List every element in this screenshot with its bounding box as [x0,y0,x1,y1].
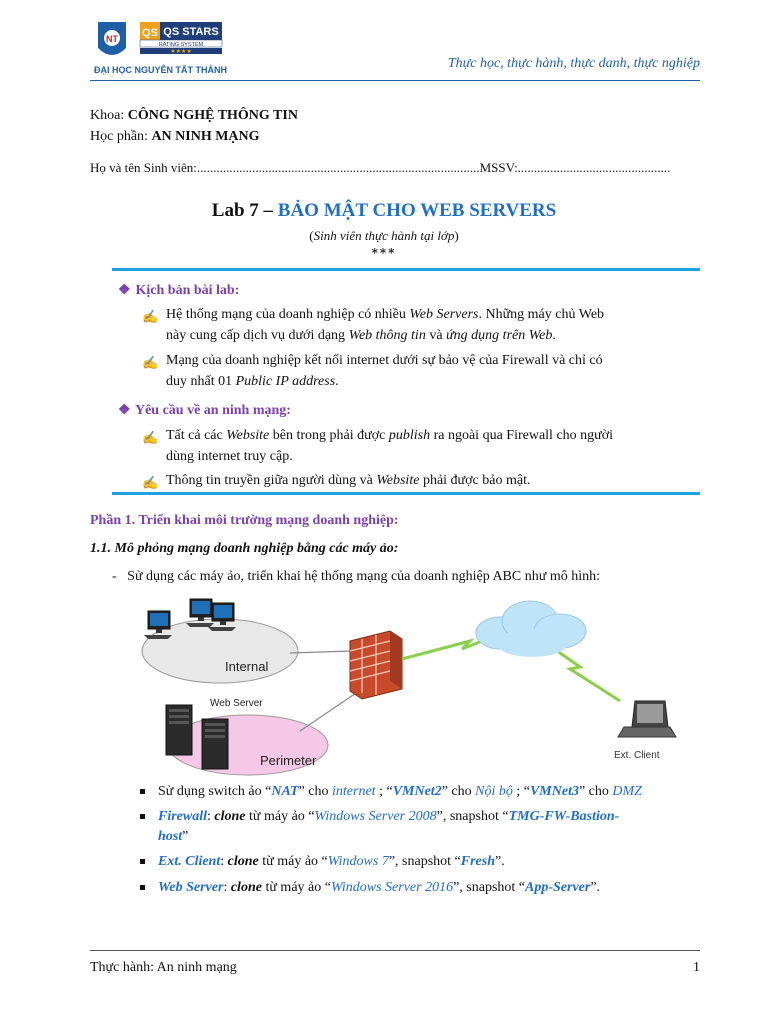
firewall-icon [350,631,402,699]
svg-text:★★★★: ★★★★ [170,48,192,55]
text: từ máy ảo “ [261,880,331,895]
text-highlight: VMNet3 [529,784,579,799]
text: ” cho [578,784,613,799]
text: ”. [495,854,505,869]
text: . [335,374,339,389]
text-highlight: App-Server [525,880,591,895]
text: bên trong phải được [269,428,389,443]
security-bullet-1 [142,425,702,467]
text: . [552,328,556,343]
text-italic: Web thông tin [348,328,426,343]
security-heading-text: Yêu cầu về an ninh mạng: [134,403,291,418]
text: này cung cấp dịch vụ dưới dạng [166,328,349,343]
text-highlight: Windows 7 [327,854,389,869]
header-divider [90,80,700,81]
text-bold: clone [214,809,246,824]
writing-hand-icon: ✍ [142,309,159,324]
course-value: AN NINH MẠNG [151,129,260,144]
box-bottom-rule [112,492,700,495]
square-bullet-icon [140,885,145,890]
diamond-bullet-icon: ❖ [118,283,131,298]
course-label: Học phần: [90,129,152,144]
text: Thông tin truyền giữa người dùng và [166,473,377,488]
intro-text: Sử dụng các máy ảo, triển khai hệ thống mạng của doanh nghiệp ABC như mô hình: [127,569,600,584]
text: ”, snapshot “ [436,809,509,824]
square-bullet-icon [140,789,145,794]
logo-badge-text: QS STARS [163,26,219,38]
text-highlight: DMZ [612,784,642,799]
footer-course: Thực hành: An ninh mạng [90,960,237,975]
text: Tất cả các [166,428,227,443]
faculty-value: CÔNG NGHỆ THÔNG TIN [127,108,298,123]
text-italic: Website [226,428,270,443]
text-highlight: VMNet2 [392,784,442,799]
university-name: ĐẠI HỌC NGUYỄN TẤT THÀNH [94,65,227,75]
dash-bullet: - [112,569,117,584]
intro-line [112,569,600,585]
text-highlight: Nội bộ [475,784,513,799]
text: Hệ thống mạng của doanh nghiệp có nhiều [166,307,410,322]
client-label: Ext. Client [614,750,660,761]
text-highlight: internet [332,784,376,799]
text-highlight: Windows Server 2016 [330,880,454,895]
config-row-switch [140,782,700,802]
scenario-bullet-1 [142,304,702,346]
perimeter-label: Perimeter [260,753,317,768]
text: ; “ [512,784,530,799]
config-row-webserver [140,878,700,898]
text: : [207,809,215,824]
security-heading [118,402,291,419]
text: Sử dụng switch ảo “ [158,784,272,799]
scenario-bullet-2 [142,350,702,392]
lab-number: Lab 7 – [211,200,278,221]
text: từ máy ảo “ [245,809,315,824]
text: duy nhất 01 [166,374,236,389]
lab-subtitle [0,228,768,244]
scenario-heading-text: Kịch bản bài lab: [135,283,240,298]
security-bullet-2 [142,470,702,491]
text: : [220,854,228,869]
part1-heading: Phần 1. Triển khai môi trường mạng doanh nghiệp: [90,513,399,528]
text: ; “ [375,784,393,799]
text-highlight: Windows Server 2008 [314,809,437,824]
svg-text:NT: NT [106,34,118,44]
title-stars: *** [371,246,397,260]
faculty-label: Khoa: [90,108,128,123]
text: Mạng của doanh nghiệp kết nối internet dưới sự bảo vệ của Firewall và chỉ có [166,353,603,368]
network-diagram [140,593,680,778]
config-row-firewall [140,807,700,847]
text-highlight: Web Server [158,880,224,895]
text: ”. [590,880,601,895]
svg-text:QS: QS [142,27,158,39]
section-1-1-heading: 1.1. Mô phỏng mạng doanh nghiệp bằng các máy ảo: [90,541,399,556]
text: ra ngoài qua Firewall cho người [430,428,614,443]
text-highlight: TMG-FW-Bastion- [508,809,620,824]
square-bullet-icon [140,814,145,819]
diamond-bullet-icon: ❖ [118,403,131,418]
text: : [223,880,231,895]
text-italic: Public IP address [235,374,336,389]
university-logo [92,18,232,80]
text: và [425,328,447,343]
text: ” cho [441,784,476,799]
text: ”, snapshot “ [453,880,526,895]
text-highlight: Fresh [460,854,495,869]
scenario-heading [118,282,239,299]
page-number: 1 [693,960,700,975]
lab-title [0,200,768,222]
text-italic: publish [388,428,431,443]
text-italic: Website [376,473,420,488]
logo-rating-text: RATING SYSTEM [158,42,204,48]
web-server-icon [166,705,192,755]
text: từ máy ảo “ [258,854,328,869]
internal-label: Internal [225,659,269,674]
internet-cloud-icon [476,601,586,657]
web-server-icon [202,719,228,769]
course-line [90,129,260,145]
text-bold: clone [227,854,259,869]
lab-name: BẢO MẬT CHO WEB SERVERS [277,200,557,221]
box-top-rule [112,268,700,271]
text-highlight: NAT [271,784,299,799]
text-highlight: Ext. Client [158,854,221,869]
text-italic: Web Servers [409,307,479,322]
paren-open: ( [309,228,314,243]
text: dùng internet truy cập. [166,449,293,464]
text-highlight: host [158,829,183,844]
paren-close: ) [454,228,459,243]
writing-hand-icon: ✍ [142,475,159,490]
text-highlight: Firewall [158,809,208,824]
writing-hand-icon: ✍ [142,430,159,445]
text: ”, snapshot “ [388,854,461,869]
square-bullet-icon [140,859,145,864]
ext-client-laptop-icon [618,701,676,737]
webserver-label: Web Server [210,698,263,709]
student-info-line: Họ và tên Sinh viên:.......................................................................................MSSV:............................................... [90,160,671,175]
text: phải được bảo mật. [419,473,531,488]
text: ” [182,829,189,844]
text: ” cho [298,784,333,799]
faculty-line [90,108,298,124]
subtitle-text: Sinh viên thực hành tại lớp [313,228,455,243]
text-bold: clone [230,880,262,895]
footer-divider [90,950,700,951]
config-row-client [140,852,700,872]
motto: Thực học, thực hành, thực danh, thực nghiệp [447,56,700,71]
text-italic: ứng dụng trên Web [446,328,553,343]
writing-hand-icon: ✍ [142,355,159,370]
text: . Những máy chủ Web [478,307,605,322]
